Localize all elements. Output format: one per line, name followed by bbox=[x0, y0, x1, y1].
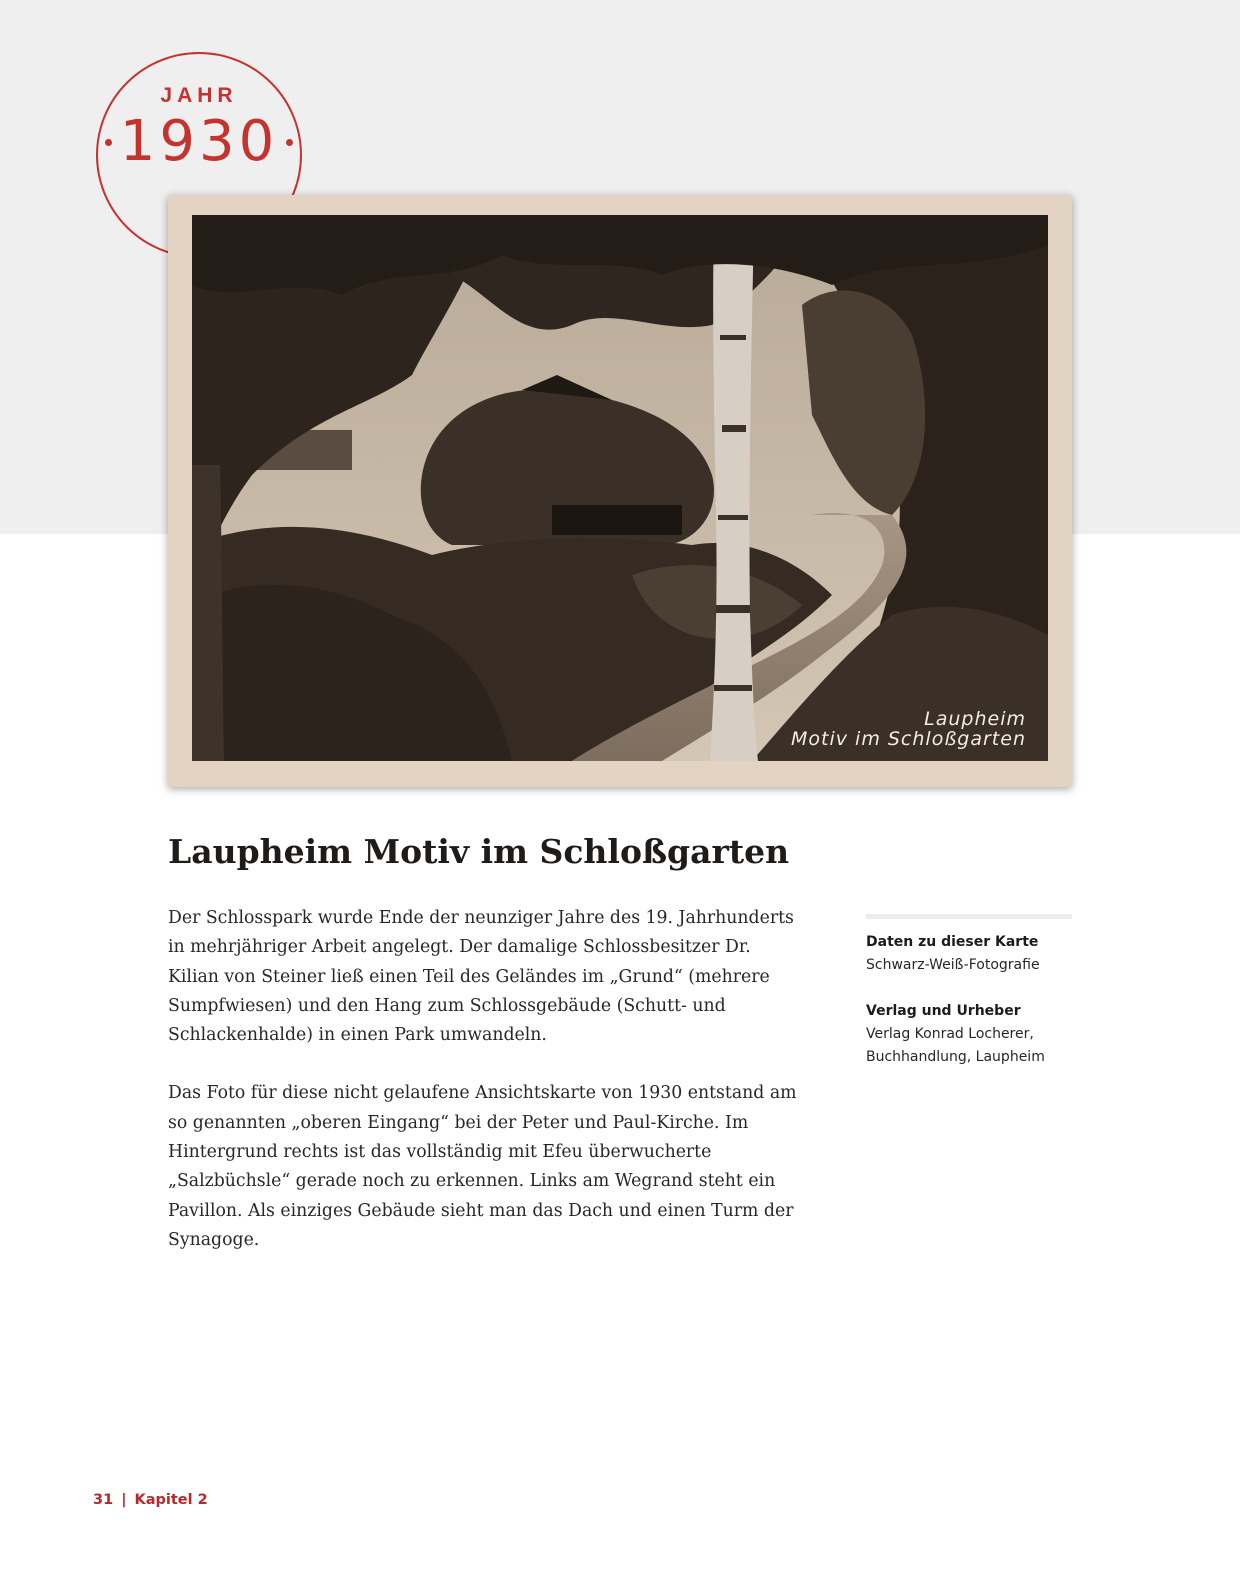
paragraph-2: Das Foto für diese nicht gelaufene Ansichtskarte von 1930 entstand am so genannten „oberen Eingang“ bei der Peter und Paul-Kirche. Im Hintergrund rechts ist das vollständig mit Efeu überwucherte „Salzbüchsle“ gerade noch zu erkennen. Links am Wegrand steht ein Pavillon. Als einziges Gebäude sieht man das Dach und einen Turm der Synagoge. bbox=[168, 1083, 797, 1250]
page-number: 31 bbox=[93, 1492, 114, 1508]
stamp-year-row bbox=[98, 109, 300, 174]
stamp-year: 1930 bbox=[119, 109, 279, 174]
data-heading: Daten zu dieser Karte bbox=[866, 934, 1039, 950]
garden-photo-illustration bbox=[192, 215, 1048, 761]
footer-separator: | bbox=[121, 1492, 127, 1508]
postcard-caption-line2: Motiv im Schloßgarten bbox=[791, 728, 1026, 750]
sidebar-spacer bbox=[866, 977, 1072, 1000]
stamp-label: JAHR bbox=[160, 84, 238, 107]
postcard-photo bbox=[192, 215, 1048, 761]
postcard-caption-line1: Laupheim bbox=[924, 708, 1026, 730]
publisher-line-2: Buchhandlung, Laupheim bbox=[866, 1049, 1045, 1065]
stamp-dot-left bbox=[105, 139, 112, 146]
publisher-line-1: Verlag Konrad Locherer, bbox=[866, 1026, 1034, 1042]
article-body bbox=[168, 904, 798, 1284]
postcard bbox=[168, 195, 1072, 787]
page-footer bbox=[93, 1492, 208, 1508]
postcard-caption bbox=[791, 709, 1026, 749]
paragraph-1: Der Schlosspark wurde Ende der neunziger Jahre des 19. Jahrhunderts in mehrjähriger Arbeit angelegt. Der damalige Schlossbesitzer Dr. Kilian von Steiner ließ einen Teil des Geländes im „Grund“ (mehrere Sumpfwiesen) und den Hang zum Schlossgebäude (Schutt- und Schlackenhalde) in einen Park umwandeln. bbox=[168, 908, 794, 1046]
data-value: Schwarz-Weiß-Fotografie bbox=[866, 957, 1040, 973]
article-title: Laupheim Motiv im Schloßgarten bbox=[168, 832, 790, 871]
publisher-heading: Verlag und Urheber bbox=[866, 1003, 1021, 1019]
chapter-label: Kapitel 2 bbox=[134, 1492, 208, 1508]
card-details-sidebar bbox=[866, 914, 1072, 1069]
stamp-dot-right bbox=[286, 139, 293, 146]
